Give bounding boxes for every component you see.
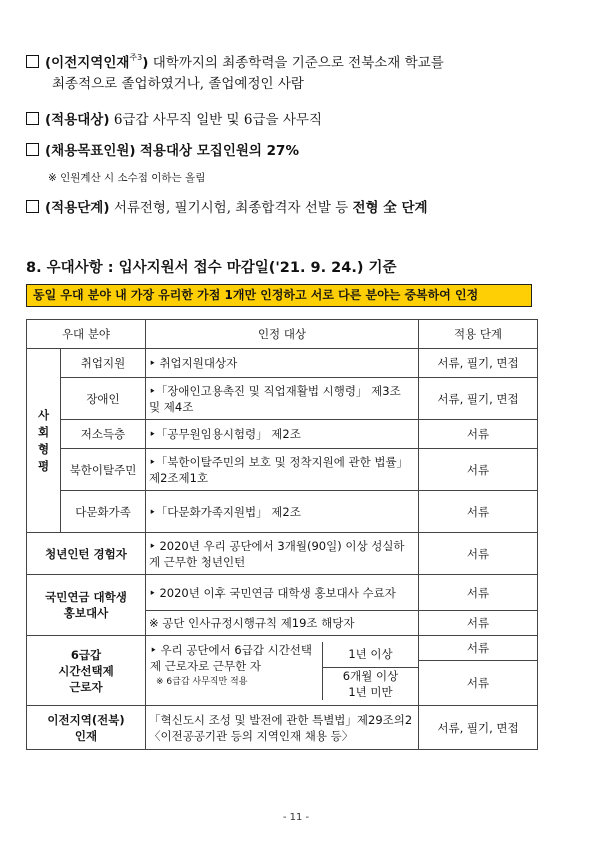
stage-cell: 서류	[419, 491, 538, 533]
checkbox-square-icon	[26, 143, 39, 156]
target-cell: ‣「장애인고용촉진 및 직업재활법 시행령」 제3조 및 제4조	[146, 378, 419, 420]
target-cell	[146, 636, 419, 706]
field-cell: 이전지역(전북) 인재	[27, 706, 146, 750]
table-header-row	[27, 320, 538, 349]
page-number: - 11 -	[282, 812, 310, 823]
stage-cell: 서류	[419, 449, 538, 491]
table-row	[27, 491, 538, 533]
bullet-text: 6급갑 사무직 일반 및 6급을 사무직	[113, 112, 322, 128]
table-row	[27, 449, 538, 491]
checkbox-square-icon	[26, 200, 39, 213]
period-cell: 6개월 이상 1년 미만	[342, 668, 399, 699]
target-text: ‣ 우리 공단에서 6급갑 시간선택제 근로자로 근무한 자	[150, 642, 313, 673]
stage-cell: 서류	[419, 575, 538, 611]
target-block	[146, 642, 322, 700]
highlight-banner: 동일 우대 분야 내 가장 유리한 가점 1개만 인정하고 서로 다른 분야는 중복하여 인정	[26, 284, 532, 307]
sub-field: 북한이탈주민	[61, 449, 146, 491]
target-cell: ‣ 취업지원대상자	[146, 349, 419, 378]
target-cell: ‣ 2020년 우리 공단에서 3개월(90일) 이상 성실하게 근무한 청년인턴	[146, 533, 419, 575]
target-cell: ‣「북한이탈주민의 보호 및 정착지원에 관한 법률」 제2조제1호	[146, 449, 419, 491]
bullet-text: 서류전형, 필기시험, 최종합격자 선발 등	[113, 200, 349, 216]
stage-cell: 서류, 필기, 면접	[419, 349, 538, 378]
table-row	[27, 533, 538, 575]
field-cell: 국민연금 대학생 홍보대사	[27, 575, 146, 636]
checkbox-square-icon	[26, 112, 39, 125]
period-cell: 1년 이상	[323, 642, 418, 668]
bullet-goal	[26, 141, 299, 161]
stage-cell: 서류	[419, 636, 538, 661]
stage-cell: 서류, 필기, 면접	[419, 378, 538, 420]
stage-cell: 서류	[419, 661, 538, 706]
header-target: 인정 대상	[146, 320, 419, 349]
bullet-note: ※ 인원계산 시 소수점 이하는 올림	[48, 172, 206, 184]
period-block	[322, 642, 418, 700]
bullet-heading: (이전지역인재	[45, 55, 130, 71]
bullet-target	[26, 110, 322, 130]
table-row	[27, 706, 538, 750]
footnote-marker: 주3	[129, 53, 143, 62]
sub-field: 장애인	[61, 378, 146, 420]
sub-field: 취업지원	[61, 349, 146, 378]
sub-field: 저소득층	[61, 420, 146, 449]
bullet-text: 대학까지의 최종학력을 기준으로 전북소재 학교를	[152, 55, 444, 71]
field-cell: 청년인턴 경험자	[27, 533, 146, 575]
stage-cell: 서류	[419, 420, 538, 449]
social-equity-group: 사 회 형 평	[27, 349, 61, 533]
target-cell: ‣「공무원임용시험령」 제2조	[146, 420, 419, 449]
bullet-emphasis: 전형 全 단계	[352, 200, 428, 216]
preference-table	[26, 319, 538, 750]
table-row	[27, 349, 538, 378]
bullet-stage	[26, 198, 428, 218]
table-row	[27, 575, 538, 611]
header-field: 우대 분야	[27, 320, 146, 349]
stage-cell: 서류	[419, 611, 538, 636]
sub-field: 다문화가족	[61, 491, 146, 533]
field-cell: 6급갑 시간선택제 근로자	[27, 636, 146, 706]
bullet-heading: (적용단계)	[45, 200, 110, 216]
bullet-heading: (채용목표인원)	[45, 143, 136, 159]
target-cell: ※ 공단 인사규정시행규칙 제19조 해당자	[146, 611, 419, 636]
target-cell: 「혁신도시 조성 및 발전에 관한 특별법」제29조의2 〈이전공공기관 등의 지역인재 채용 등〉	[146, 706, 419, 750]
stage-cell: 서류, 필기, 면접	[419, 706, 538, 750]
target-cell: ‣「다문화가족지원법」 제2조	[146, 491, 419, 533]
section-title: 8. 우대사항 : 입사지원서 접수 마감일('21. 9. 24.) 기준	[26, 260, 397, 276]
bullet-heading: (적용대상)	[45, 112, 110, 128]
target-note: ※ 6급갑 사무직만 적용	[156, 676, 248, 687]
table-row	[27, 420, 538, 449]
bullet-heading-close: )	[142, 55, 149, 71]
stage-cell: 서류	[419, 533, 538, 575]
split-cell	[146, 642, 418, 700]
bullet-text: 적용대상 모집인원의 27%	[139, 143, 299, 159]
bullet-text-continued: 최종적으로 졸업하였거나, 졸업예정인 사람	[52, 76, 304, 92]
header-stage: 적용 단계	[419, 320, 538, 349]
table-row	[27, 636, 538, 661]
target-cell: ‣ 2020년 이후 국민연금 대학생 홍보대사 수료자	[146, 575, 419, 611]
checkbox-square-icon	[26, 55, 39, 68]
table-row	[27, 378, 538, 420]
bullet-local-talent	[26, 48, 444, 73]
